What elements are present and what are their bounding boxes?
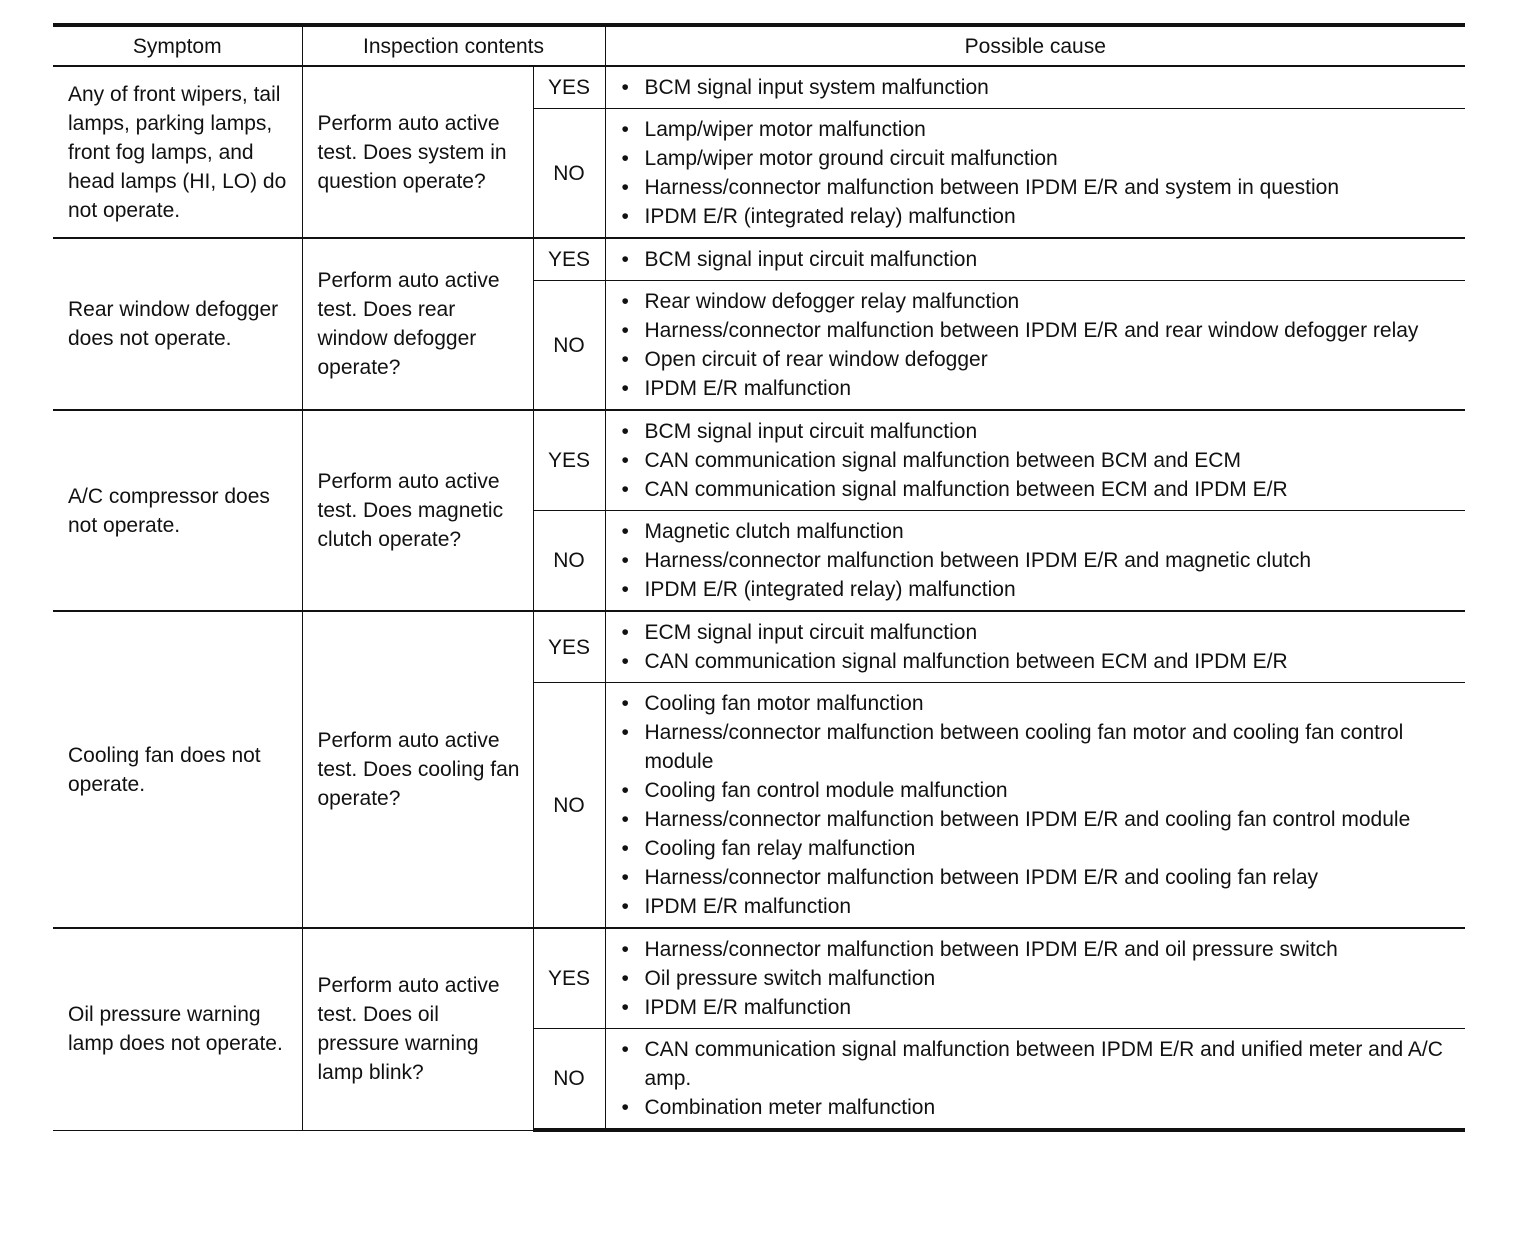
yes-causes-cell xyxy=(605,66,1465,109)
cause-item: • IPDM E/R (integrated relay) malfunction xyxy=(620,575,1456,604)
cause-list xyxy=(620,935,1456,1022)
cause-item: • CAN communication signal malfunction between IPDM E/R and unified meter and A/C amp. xyxy=(620,1035,1456,1093)
cause-item: • Magnetic clutch malfunction xyxy=(620,517,1456,546)
diagnosis-table xyxy=(53,23,1465,1132)
table-row xyxy=(53,611,1465,683)
cause-item: • Harness/connector malfunction between IPDM E/R and cooling fan control module xyxy=(620,805,1456,834)
cause-item: • IPDM E/R malfunction xyxy=(620,892,1456,921)
header-row xyxy=(53,25,1465,66)
yes-label: YES xyxy=(533,238,605,281)
cause-item: • Harness/connector malfunction between IPDM E/R and rear window defogger relay xyxy=(620,316,1456,345)
no-causes-cell xyxy=(605,109,1465,239)
no-causes-cell xyxy=(605,511,1465,612)
inspection-cell: Perform auto active test. Does magnetic clutch operate? xyxy=(302,410,533,611)
cause-item: • Harness/connector malfunction between IPDM E/R and magnetic clutch xyxy=(620,546,1456,575)
cause-item: • BCM signal input system malfunction xyxy=(620,73,1456,102)
cause-list xyxy=(620,1035,1456,1122)
no-causes-cell xyxy=(605,281,1465,411)
yes-label: YES xyxy=(533,66,605,109)
cause-list xyxy=(620,417,1456,504)
cause-list xyxy=(620,689,1456,921)
yes-causes-cell xyxy=(605,611,1465,683)
cause-list xyxy=(620,618,1456,676)
no-causes-cell xyxy=(605,1029,1465,1131)
yes-label: YES xyxy=(533,410,605,511)
no-label: NO xyxy=(533,109,605,239)
no-label: NO xyxy=(533,683,605,929)
no-label: NO xyxy=(533,511,605,612)
yes-label: YES xyxy=(533,611,605,683)
cause-item: • Combination meter malfunction xyxy=(620,1093,1456,1122)
cause-item: • Harness/connector malfunction between IPDM E/R and cooling fan relay xyxy=(620,863,1456,892)
symptom-header: Symptom xyxy=(53,25,302,66)
inspection-header: Inspection contents xyxy=(302,25,605,66)
cause-item: • Harness/connector malfunction between cooling fan motor and cooling fan control module xyxy=(620,718,1456,776)
cause-list xyxy=(620,73,1456,102)
cause-item: • BCM signal input circuit malfunction xyxy=(620,417,1456,446)
cause-item: • Harness/connector malfunction between IPDM E/R and system in question xyxy=(620,173,1456,202)
cause-item: • CAN communication signal malfunction between ECM and IPDM E/R xyxy=(620,475,1456,504)
inspection-cell: Perform auto active test. Does rear window defogger operate? xyxy=(302,238,533,410)
cause-item: • CAN communication signal malfunction between ECM and IPDM E/R xyxy=(620,647,1456,676)
no-label: NO xyxy=(533,281,605,411)
cause-list xyxy=(620,287,1456,403)
table-row xyxy=(53,928,1465,1029)
table-row xyxy=(53,410,1465,511)
no-label: NO xyxy=(533,1029,605,1131)
cause-header: Possible cause xyxy=(605,25,1465,66)
symptom-cell: Any of front wipers, tail lamps, parking lamps, front fog lamps, and head lamps (HI, LO) do not operate. xyxy=(53,66,302,238)
inspection-cell: Perform auto active test. Does cooling fan operate? xyxy=(302,611,533,928)
cause-item: • Oil pressure switch malfunction xyxy=(620,964,1456,993)
symptom-cell: Cooling fan does not operate. xyxy=(53,611,302,928)
yes-causes-cell xyxy=(605,238,1465,281)
cause-item: • Cooling fan relay malfunction xyxy=(620,834,1456,863)
inspection-cell: Perform auto active test. Does oil pressure warning lamp blink? xyxy=(302,928,533,1130)
cause-item: • IPDM E/R malfunction xyxy=(620,374,1456,403)
cause-item: • Lamp/wiper motor malfunction xyxy=(620,115,1456,144)
cause-item: • ECM signal input circuit malfunction xyxy=(620,618,1456,647)
table-row xyxy=(53,66,1465,109)
cause-item: • Open circuit of rear window defogger xyxy=(620,345,1456,374)
cause-item: • Lamp/wiper motor ground circuit malfunction xyxy=(620,144,1456,173)
no-causes-cell xyxy=(605,683,1465,929)
cause-item: • Harness/connector malfunction between IPDM E/R and oil pressure switch xyxy=(620,935,1456,964)
yes-causes-cell xyxy=(605,410,1465,511)
cause-item: • IPDM E/R (integrated relay) malfunction xyxy=(620,202,1456,231)
symptom-cell: A/C compressor does not operate. xyxy=(53,410,302,611)
cause-list xyxy=(620,245,1456,274)
cause-item: • Cooling fan control module malfunction xyxy=(620,776,1456,805)
cause-item: • BCM signal input circuit malfunction xyxy=(620,245,1456,274)
symptom-cell: Rear window defogger does not operate. xyxy=(53,238,302,410)
cause-item: • CAN communication signal malfunction between BCM and ECM xyxy=(620,446,1456,475)
cause-list xyxy=(620,517,1456,604)
cause-item: • Cooling fan motor malfunction xyxy=(620,689,1456,718)
table-row xyxy=(53,238,1465,281)
yes-label: YES xyxy=(533,928,605,1029)
inspection-cell: Perform auto active test. Does system in question operate? xyxy=(302,66,533,238)
cause-item: • Rear window defogger relay malfunction xyxy=(620,287,1456,316)
cause-list xyxy=(620,115,1456,231)
cause-item: • IPDM E/R malfunction xyxy=(620,993,1456,1022)
table-body xyxy=(53,66,1465,1130)
symptom-cell: Oil pressure warning lamp does not operate. xyxy=(53,928,302,1130)
yes-causes-cell xyxy=(605,928,1465,1029)
